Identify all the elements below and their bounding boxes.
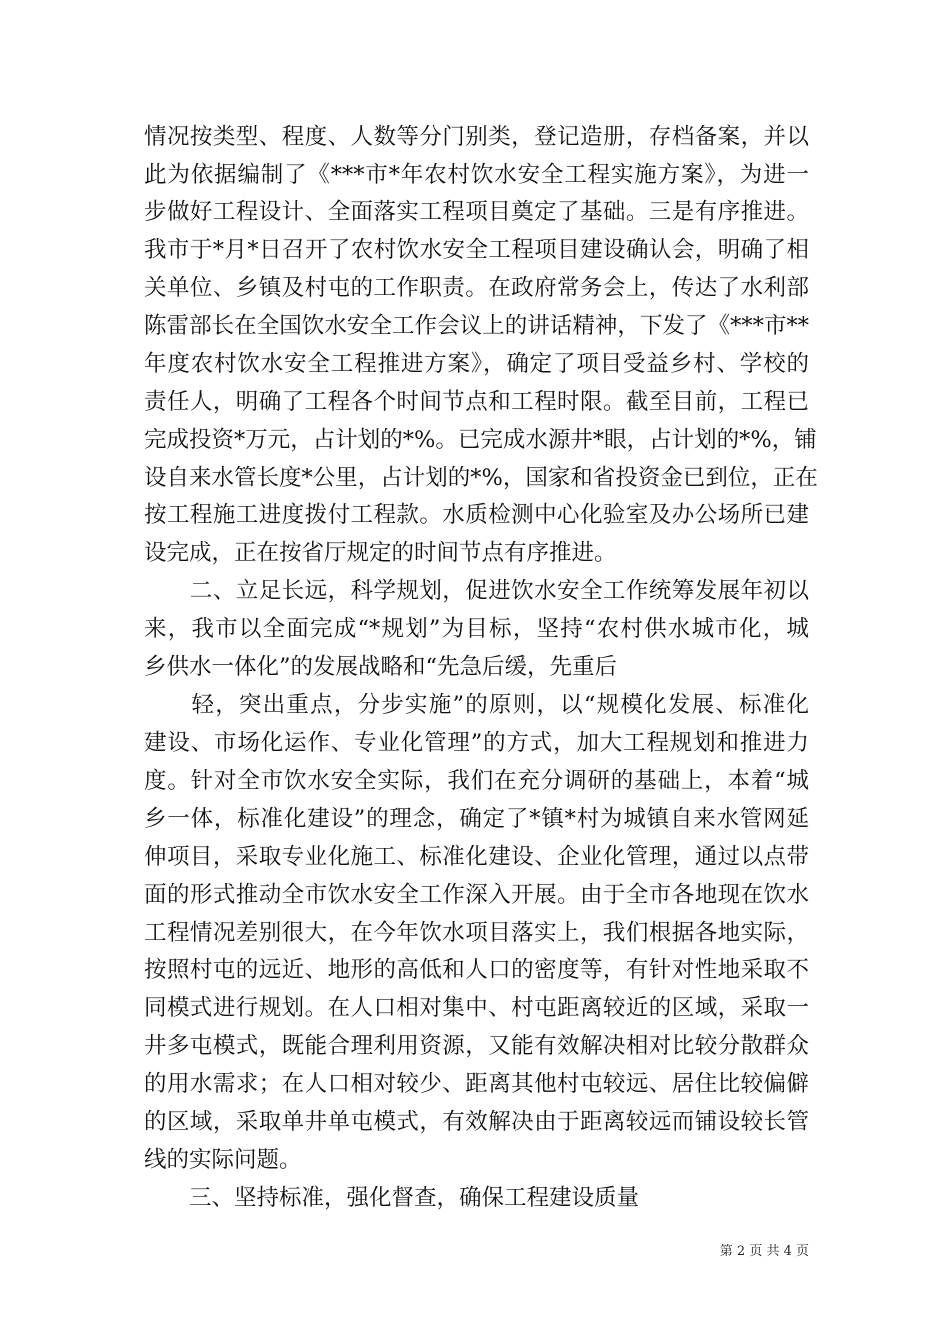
text-line: 井多屯模式，既能合理利用资源，又能有效解决相对比较分散群众 (144, 1033, 809, 1059)
text-line: 同模式进行规划。在人口相对集中、村屯距离较近的区域，采取一 (144, 995, 809, 1021)
text-line: 线的实际问题。 (144, 1147, 302, 1173)
text-line: 轻，突出重点，分步实施”的原则，以“规模化发展、标准化 (144, 692, 809, 718)
text-line: 步做好工程设计、全面落实工程项目奠定了基础。三是有序推进。 (144, 199, 809, 225)
text-line: 按照村屯的远近、地形的高低和人口的密度等，有针对性地采取不 (144, 957, 809, 983)
text-line: 情况按类型、程度、人数等分门别类，登记造册，存档备案，并以 (144, 124, 809, 150)
text-line: 完成投资*万元，占计划的*%。已完成水源井*眼，占计划的*%，铺 (144, 427, 817, 453)
text-line: 年度农村饮水安全工程推进方案》，确定了项目受益乡村、学校的 (144, 351, 809, 377)
text-line: 乡一体，标准化建设”的理念，确定了*镇*村为城镇自来水管网延 (144, 806, 809, 832)
text-line: 此为依据编制了《***市*年农村饮水安全工程实施方案》，为进一 (144, 162, 809, 188)
paragraph-heading-2: 二、立足长远，科学规划，促进饮水安全工作统筹发展年初以 (144, 578, 809, 604)
text-line: 设自来水管长度*公里，占计划的*%，国家和省投资金已到位，正在 (144, 465, 818, 491)
text-line: 按工程施工进度拨付工程款。水质检测中心化验室及办公场所已建 (144, 502, 809, 528)
text-line: 陈雷部长在全国饮水安全工作会议上的讲话精神，下发了《***市** (144, 313, 809, 339)
text-line: 建设、市场化运作、专业化管理”的方式，加大工程规划和推进力 (144, 730, 809, 756)
text-line: 设完成，正在按省厅规定的时间节点有序推进。 (144, 540, 617, 566)
page-number-footer: 第 2 页 共 4 页 (719, 1244, 809, 1259)
paragraph-heading-3: 三、坚持标准，强化督查，确保工程建设质量 (144, 1185, 640, 1211)
text-line: 面的形式推动全市饮水安全工作深入开展。由于全市各地现在饮水 (144, 882, 809, 908)
text-line: 度。针对全市饮水安全实际，我们在充分调研的基础上，本着“城 (144, 768, 809, 794)
text-line: 来，我市以全面完成“*规划”为目标，坚持“农村供水城市化，城 (144, 616, 809, 642)
text-line: 责任人，明确了工程各个时间节点和工程时限。截至目前，工程已 (144, 389, 809, 415)
text-line: 的用水需求；在人口相对较少、距离其他村屯较远、居住比较偏僻 (144, 1071, 809, 1097)
text-line: 关单位、乡镇及村屯的工作职责。在政府常务会上，传达了水利部 (144, 275, 809, 301)
text-line: 我市于*月*日召开了农村饮水安全工程项目建设确认会，明确了相 (144, 237, 809, 263)
text-line: 的区域，采取单井单屯模式，有效解决由于距离较远而铺设较长管 (144, 1109, 809, 1135)
text-line: 工程情况差别很大，在今年饮水项目落实上，我们根据各地实际， (144, 920, 809, 946)
text-line: 乡供水一体化”的发展战略和“先急后缓，先重后 (144, 654, 618, 680)
text-line: 伸项目，采取专业化施工、标准化建设、企业化管理，通过以点带 (144, 844, 809, 870)
